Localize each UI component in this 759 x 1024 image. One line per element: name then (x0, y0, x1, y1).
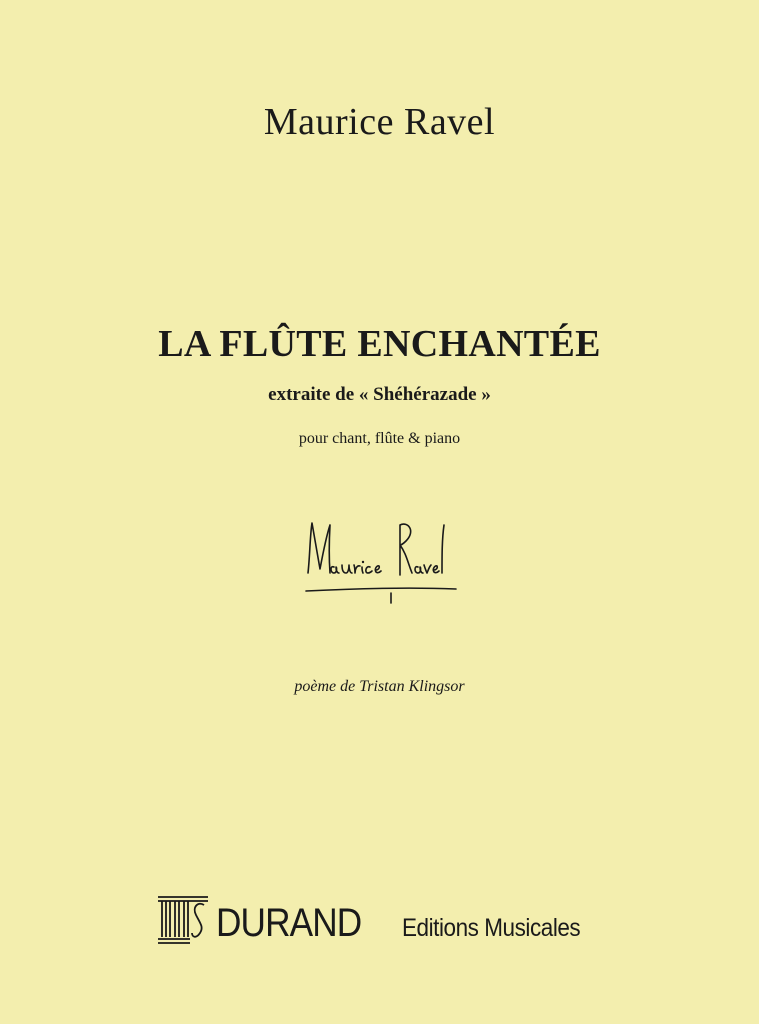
columns-logo-icon (156, 889, 210, 945)
signature-dot (362, 561, 364, 563)
publisher-block (156, 885, 600, 945)
work-title: LA FLÛTE ENCHANTÉE (158, 323, 601, 365)
work-subtitle: extraite de « Shéhérazade » (268, 384, 491, 405)
publisher-tagline: Editions Musicales (402, 914, 581, 942)
publisher-name: DURAND (216, 901, 362, 945)
composer-name: Maurice Ravel (263, 101, 496, 143)
instrumentation: pour chant, flûte & piano (298, 430, 461, 447)
composer-signature (296, 505, 466, 615)
poem-credit: poème de Tristan Klingsor (294, 678, 465, 695)
